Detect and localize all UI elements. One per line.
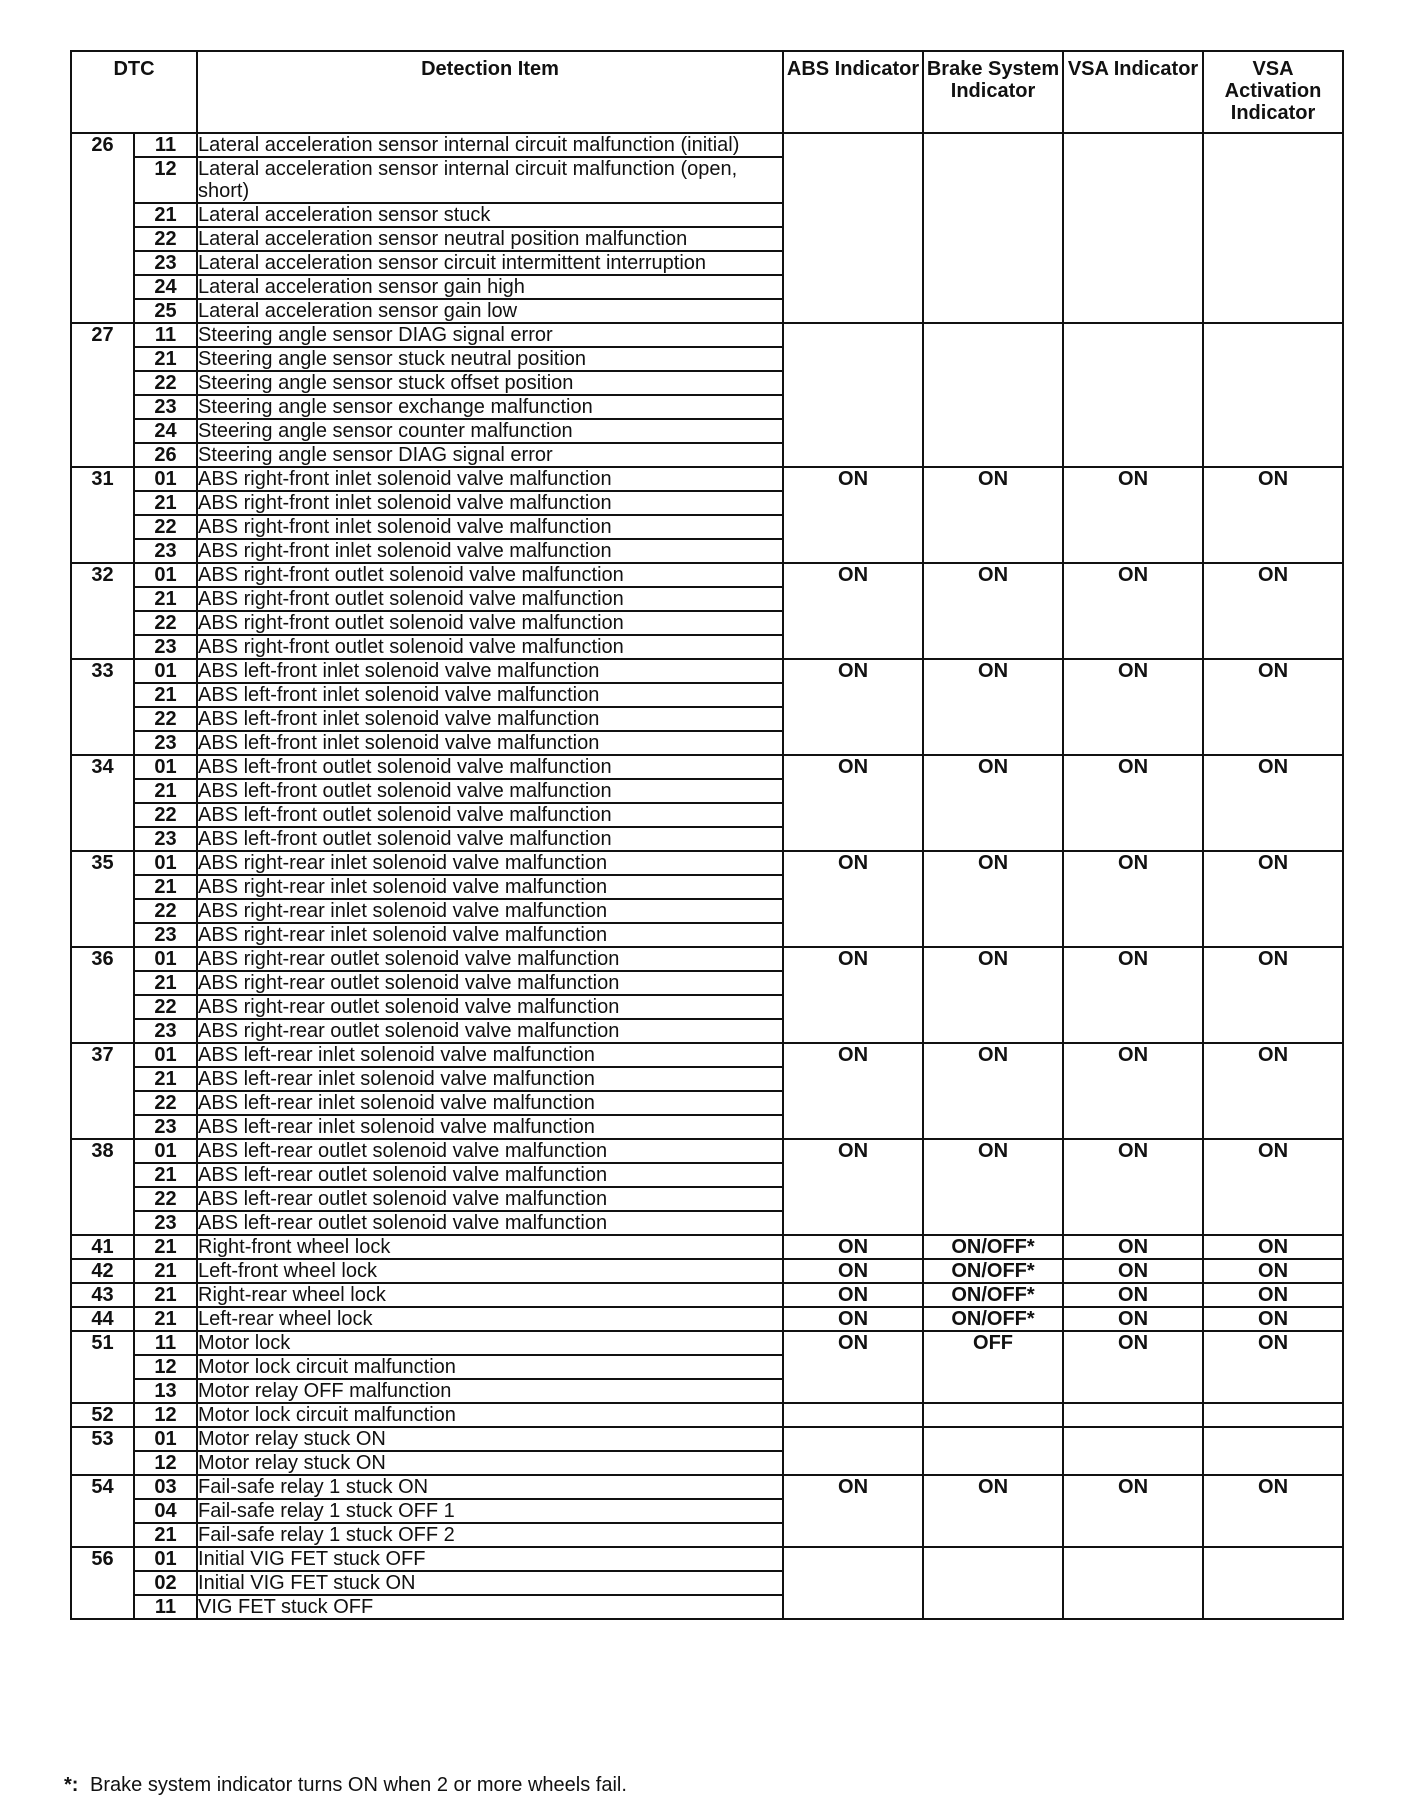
table-row <box>71 1331 1343 1355</box>
vsa-indicator-value: ON <box>1063 1331 1203 1403</box>
dtc-sub-code: 23 <box>134 539 197 563</box>
dtc-main-code: 34 <box>71 755 134 851</box>
dtc-sub-code: 21 <box>134 203 197 227</box>
header-detection-item: Detection Item <box>197 51 783 133</box>
dtc-sub-code: 03 <box>134 1475 197 1499</box>
abs-indicator-value: ON <box>783 1331 923 1403</box>
detection-item: ABS left-rear outlet solenoid valve malfunction <box>197 1139 783 1163</box>
dtc-main-code: 51 <box>71 1331 134 1403</box>
detection-item: Steering angle sensor counter malfunction <box>197 419 783 443</box>
dtc-main-code: 32 <box>71 563 134 659</box>
abs-indicator-value <box>783 1403 923 1427</box>
vsa-activation-indicator-value: ON <box>1203 563 1343 659</box>
detection-item: Steering angle sensor DIAG signal error <box>197 443 783 467</box>
dtc-main-code: 33 <box>71 659 134 755</box>
vsa-indicator-value <box>1063 323 1203 467</box>
vsa-activation-indicator-value: ON <box>1203 1475 1343 1547</box>
vsa-indicator-value <box>1063 1427 1203 1475</box>
detection-item: Motor relay OFF malfunction <box>197 1379 783 1403</box>
detection-item: Lateral acceleration sensor internal circuit malfunction (open, short) <box>197 157 783 203</box>
dtc-sub-code: 22 <box>134 707 197 731</box>
dtc-sub-code: 11 <box>134 133 197 157</box>
table-row <box>71 1427 1343 1451</box>
brake-system-indicator-value: ON <box>923 755 1063 851</box>
dtc-sub-code: 22 <box>134 371 197 395</box>
detection-item: Motor lock circuit malfunction <box>197 1355 783 1379</box>
table-row <box>71 1139 1343 1163</box>
dtc-sub-code: 23 <box>134 1211 197 1235</box>
dtc-sub-code: 01 <box>134 467 197 491</box>
detection-item: Steering angle sensor stuck neutral position <box>197 347 783 371</box>
vsa-activation-indicator-value: ON <box>1203 1259 1343 1283</box>
brake-system-indicator-value: ON <box>923 947 1063 1043</box>
detection-item: Lateral acceleration sensor stuck <box>197 203 783 227</box>
dtc-main-code: 56 <box>71 1547 134 1619</box>
detection-item: ABS left-rear outlet solenoid valve malfunction <box>197 1211 783 1235</box>
vsa-indicator-value <box>1063 133 1203 323</box>
vsa-activation-indicator-value: ON <box>1203 1307 1343 1331</box>
dtc-sub-code: 22 <box>134 227 197 251</box>
detection-item: ABS right-front outlet solenoid valve malfunction <box>197 587 783 611</box>
brake-system-indicator-value: ON <box>923 1139 1063 1235</box>
dtc-sub-code: 01 <box>134 1043 197 1067</box>
dtc-sub-code: 23 <box>134 1019 197 1043</box>
brake-system-indicator-value: ON <box>923 563 1063 659</box>
detection-item: Fail-safe relay 1 stuck OFF 2 <box>197 1523 783 1547</box>
abs-indicator-value <box>783 323 923 467</box>
table-row <box>71 659 1343 683</box>
header-dtc: DTC <box>71 51 197 133</box>
table-row <box>71 851 1343 875</box>
dtc-sub-code: 22 <box>134 611 197 635</box>
footnote <box>64 1774 627 1796</box>
brake-system-indicator-value: ON/OFF* <box>923 1283 1063 1307</box>
brake-system-indicator-value <box>923 133 1063 323</box>
abs-indicator-value: ON <box>783 467 923 563</box>
table-row <box>71 1307 1343 1331</box>
vsa-activation-indicator-value <box>1203 1547 1343 1619</box>
vsa-activation-indicator-value: ON <box>1203 1283 1343 1307</box>
dtc-main-code: 35 <box>71 851 134 947</box>
abs-indicator-value: ON <box>783 947 923 1043</box>
table-row <box>71 1475 1343 1499</box>
detection-item: ABS right-rear outlet solenoid valve malfunction <box>197 971 783 995</box>
abs-indicator-value <box>783 133 923 323</box>
detection-item: ABS right-front outlet solenoid valve malfunction <box>197 635 783 659</box>
abs-indicator-value: ON <box>783 1259 923 1283</box>
brake-system-indicator-value: ON/OFF* <box>923 1307 1063 1331</box>
table-row <box>71 1547 1343 1571</box>
vsa-indicator-value: ON <box>1063 659 1203 755</box>
detection-item: ABS left-rear outlet solenoid valve malfunction <box>197 1163 783 1187</box>
detection-item: ABS left-rear inlet solenoid valve malfunction <box>197 1067 783 1091</box>
dtc-main-code: 54 <box>71 1475 134 1547</box>
dtc-table <box>70 50 1344 1620</box>
abs-indicator-value: ON <box>783 1235 923 1259</box>
abs-indicator-value: ON <box>783 1043 923 1139</box>
dtc-sub-code: 21 <box>134 1259 197 1283</box>
table-row <box>71 1259 1343 1283</box>
abs-indicator-value: ON <box>783 563 923 659</box>
dtc-sub-code: 12 <box>134 1355 197 1379</box>
detection-item: ABS left-front inlet solenoid valve malfunction <box>197 683 783 707</box>
dtc-sub-code: 01 <box>134 851 197 875</box>
abs-indicator-value: ON <box>783 1139 923 1235</box>
vsa-activation-indicator-value: ON <box>1203 1235 1343 1259</box>
vsa-activation-indicator-value <box>1203 323 1343 467</box>
brake-system-indicator-value: ON/OFF* <box>923 1235 1063 1259</box>
header-row <box>71 51 1343 133</box>
dtc-sub-code: 01 <box>134 563 197 587</box>
dtc-sub-code: 22 <box>134 803 197 827</box>
detection-item: ABS right-rear inlet solenoid valve malfunction <box>197 851 783 875</box>
brake-system-indicator-value <box>923 1547 1063 1619</box>
vsa-activation-indicator-value: ON <box>1203 947 1343 1043</box>
table-row <box>71 1235 1343 1259</box>
brake-system-indicator-value <box>923 323 1063 467</box>
detection-item: Steering angle sensor DIAG signal error <box>197 323 783 347</box>
abs-indicator-value <box>783 1427 923 1475</box>
detection-item: ABS right-front inlet solenoid valve malfunction <box>197 491 783 515</box>
dtc-sub-code: 23 <box>134 731 197 755</box>
footnote-mark: *: <box>64 1774 79 1796</box>
brake-system-indicator-value: ON <box>923 467 1063 563</box>
dtc-main-code: 44 <box>71 1307 134 1331</box>
dtc-sub-code: 23 <box>134 395 197 419</box>
detection-item: Lateral acceleration sensor neutral position malfunction <box>197 227 783 251</box>
dtc-sub-code: 01 <box>134 1427 197 1451</box>
dtc-sub-code: 12 <box>134 1403 197 1427</box>
detection-item: VIG FET stuck OFF <box>197 1595 783 1619</box>
dtc-sub-code: 21 <box>134 971 197 995</box>
dtc-sub-code: 12 <box>134 1451 197 1475</box>
vsa-indicator-value: ON <box>1063 1235 1203 1259</box>
dtc-sub-code: 21 <box>134 1235 197 1259</box>
vsa-indicator-value: ON <box>1063 1139 1203 1235</box>
dtc-sub-code: 04 <box>134 1499 197 1523</box>
abs-indicator-value: ON <box>783 1475 923 1547</box>
detection-item: Motor relay stuck ON <box>197 1427 783 1451</box>
dtc-sub-code: 24 <box>134 275 197 299</box>
detection-item: ABS right-rear outlet solenoid valve malfunction <box>197 947 783 971</box>
dtc-sub-code: 01 <box>134 755 197 779</box>
dtc-main-code: 31 <box>71 467 134 563</box>
brake-system-indicator-value: ON/OFF* <box>923 1259 1063 1283</box>
abs-indicator-value: ON <box>783 851 923 947</box>
dtc-sub-code: 11 <box>134 1595 197 1619</box>
abs-indicator-value: ON <box>783 755 923 851</box>
dtc-main-code: 42 <box>71 1259 134 1283</box>
dtc-sub-code: 11 <box>134 1331 197 1355</box>
detection-item: Steering angle sensor exchange malfunction <box>197 395 783 419</box>
dtc-sub-code: 13 <box>134 1379 197 1403</box>
brake-system-indicator-value <box>923 1403 1063 1427</box>
vsa-indicator-value: ON <box>1063 851 1203 947</box>
detection-item: Motor lock <box>197 1331 783 1355</box>
header-vsa-indicator: VSA Indicator <box>1063 51 1203 133</box>
dtc-sub-code: 01 <box>134 947 197 971</box>
detection-item: ABS right-front inlet solenoid valve malfunction <box>197 539 783 563</box>
detection-item: ABS right-rear outlet solenoid valve malfunction <box>197 995 783 1019</box>
dtc-sub-code: 21 <box>134 1067 197 1091</box>
detection-item: Left-front wheel lock <box>197 1259 783 1283</box>
abs-indicator-value <box>783 1547 923 1619</box>
detection-item: ABS left-rear inlet solenoid valve malfunction <box>197 1115 783 1139</box>
dtc-main-code: 52 <box>71 1403 134 1427</box>
vsa-indicator-value: ON <box>1063 467 1203 563</box>
detection-item: Lateral acceleration sensor internal circuit malfunction (initial) <box>197 133 783 157</box>
detection-item: ABS left-front inlet solenoid valve malfunction <box>197 731 783 755</box>
vsa-indicator-value: ON <box>1063 1043 1203 1139</box>
dtc-sub-code: 21 <box>134 779 197 803</box>
dtc-sub-code: 02 <box>134 1571 197 1595</box>
dtc-sub-code: 21 <box>134 1307 197 1331</box>
detection-item: Steering angle sensor stuck offset position <box>197 371 783 395</box>
abs-indicator-value: ON <box>783 659 923 755</box>
detection-item: ABS left-rear inlet solenoid valve malfunction <box>197 1091 783 1115</box>
table-row <box>71 755 1343 779</box>
detection-item: Lateral acceleration sensor gain low <box>197 299 783 323</box>
dtc-sub-code: 01 <box>134 659 197 683</box>
detection-item: ABS left-front outlet solenoid valve malfunction <box>197 755 783 779</box>
dtc-sub-code: 21 <box>134 587 197 611</box>
header-vsa-activation-indicator: VSA Activation Indicator <box>1203 51 1343 133</box>
dtc-main-code: 38 <box>71 1139 134 1235</box>
dtc-sub-code: 22 <box>134 1091 197 1115</box>
detection-item: ABS right-front outlet solenoid valve malfunction <box>197 563 783 587</box>
dtc-main-code: 37 <box>71 1043 134 1139</box>
dtc-sub-code: 21 <box>134 683 197 707</box>
detection-item: ABS left-front outlet solenoid valve malfunction <box>197 827 783 851</box>
detection-item: Right-front wheel lock <box>197 1235 783 1259</box>
dtc-sub-code: 23 <box>134 251 197 275</box>
dtc-table-body <box>71 133 1343 1619</box>
brake-system-indicator-value: ON <box>923 659 1063 755</box>
dtc-sub-code: 26 <box>134 443 197 467</box>
detection-item: ABS left-rear inlet solenoid valve malfunction <box>197 1043 783 1067</box>
detection-item: Motor lock circuit malfunction <box>197 1403 783 1427</box>
table-row <box>71 323 1343 347</box>
dtc-main-code: 26 <box>71 133 134 323</box>
abs-indicator-value: ON <box>783 1307 923 1331</box>
table-row <box>71 563 1343 587</box>
detection-item: ABS right-rear inlet solenoid valve malfunction <box>197 875 783 899</box>
vsa-activation-indicator-value: ON <box>1203 1043 1343 1139</box>
table-row <box>71 467 1343 491</box>
detection-item: ABS right-rear outlet solenoid valve malfunction <box>197 1019 783 1043</box>
detection-item: ABS left-front outlet solenoid valve malfunction <box>197 803 783 827</box>
dtc-main-code: 36 <box>71 947 134 1043</box>
dtc-sub-code: 23 <box>134 1115 197 1139</box>
detection-item: Left-rear wheel lock <box>197 1307 783 1331</box>
dtc-main-code: 53 <box>71 1427 134 1475</box>
dtc-sub-code: 23 <box>134 635 197 659</box>
dtc-sub-code: 22 <box>134 995 197 1019</box>
dtc-sub-code: 21 <box>134 875 197 899</box>
dtc-sub-code: 21 <box>134 347 197 371</box>
table-row <box>71 947 1343 971</box>
dtc-main-code: 43 <box>71 1283 134 1307</box>
vsa-activation-indicator-value <box>1203 1427 1343 1475</box>
dtc-sub-code: 12 <box>134 157 197 203</box>
vsa-activation-indicator-value: ON <box>1203 755 1343 851</box>
dtc-sub-code: 25 <box>134 299 197 323</box>
vsa-indicator-value <box>1063 1403 1203 1427</box>
detection-item: ABS left-rear outlet solenoid valve malfunction <box>197 1187 783 1211</box>
vsa-activation-indicator-value: ON <box>1203 851 1343 947</box>
dtc-sub-code: 23 <box>134 827 197 851</box>
dtc-sub-code: 21 <box>134 1283 197 1307</box>
detection-item: ABS left-front outlet solenoid valve malfunction <box>197 779 783 803</box>
dtc-main-code: 41 <box>71 1235 134 1259</box>
vsa-activation-indicator-value: ON <box>1203 1331 1343 1403</box>
detection-item: Fail-safe relay 1 stuck OFF 1 <box>197 1499 783 1523</box>
brake-system-indicator-value: ON <box>923 851 1063 947</box>
table-row <box>71 1403 1343 1427</box>
detection-item: Fail-safe relay 1 stuck ON <box>197 1475 783 1499</box>
detection-item: Lateral acceleration sensor circuit intermittent interruption <box>197 251 783 275</box>
table-row <box>71 1283 1343 1307</box>
dtc-sub-code: 22 <box>134 1187 197 1211</box>
vsa-indicator-value: ON <box>1063 1307 1203 1331</box>
brake-system-indicator-value: ON <box>923 1043 1063 1139</box>
dtc-document <box>70 50 1342 1620</box>
detection-item: Lateral acceleration sensor gain high <box>197 275 783 299</box>
vsa-indicator-value: ON <box>1063 1259 1203 1283</box>
table-row <box>71 133 1343 157</box>
vsa-activation-indicator-value: ON <box>1203 467 1343 563</box>
brake-system-indicator-value: OFF <box>923 1331 1063 1403</box>
vsa-indicator-value: ON <box>1063 563 1203 659</box>
dtc-sub-code: 21 <box>134 1523 197 1547</box>
vsa-indicator-value: ON <box>1063 1283 1203 1307</box>
detection-item: ABS right-front inlet solenoid valve malfunction <box>197 515 783 539</box>
detection-item: ABS right-front outlet solenoid valve malfunction <box>197 611 783 635</box>
detection-item: ABS left-front inlet solenoid valve malfunction <box>197 707 783 731</box>
header-abs-indicator: ABS Indicator <box>783 51 923 133</box>
detection-item: Initial VIG FET stuck ON <box>197 1571 783 1595</box>
vsa-activation-indicator-value <box>1203 1403 1343 1427</box>
dtc-sub-code: 24 <box>134 419 197 443</box>
detection-item: ABS left-front inlet solenoid valve malfunction <box>197 659 783 683</box>
brake-system-indicator-value <box>923 1427 1063 1475</box>
detection-item: Initial VIG FET stuck OFF <box>197 1547 783 1571</box>
detection-item: ABS right-rear inlet solenoid valve malfunction <box>197 899 783 923</box>
dtc-main-code: 27 <box>71 323 134 467</box>
dtc-sub-code: 22 <box>134 899 197 923</box>
vsa-indicator-value: ON <box>1063 755 1203 851</box>
dtc-sub-code: 21 <box>134 491 197 515</box>
vsa-activation-indicator-value: ON <box>1203 1139 1343 1235</box>
vsa-indicator-value: ON <box>1063 947 1203 1043</box>
detection-item: Motor relay stuck ON <box>197 1451 783 1475</box>
header-brake-system-indicator: Brake System Indicator <box>923 51 1063 133</box>
detection-item: ABS right-rear inlet solenoid valve malfunction <box>197 923 783 947</box>
dtc-sub-code: 21 <box>134 1163 197 1187</box>
brake-system-indicator-value: ON <box>923 1475 1063 1547</box>
dtc-sub-code: 22 <box>134 515 197 539</box>
dtc-sub-code: 11 <box>134 323 197 347</box>
detection-item: ABS right-front inlet solenoid valve malfunction <box>197 467 783 491</box>
vsa-activation-indicator-value <box>1203 133 1343 323</box>
dtc-sub-code: 01 <box>134 1139 197 1163</box>
dtc-sub-code: 01 <box>134 1547 197 1571</box>
abs-indicator-value: ON <box>783 1283 923 1307</box>
table-row <box>71 1043 1343 1067</box>
footnote-text: Brake system indicator turns ON when 2 or more wheels fail. <box>90 1774 627 1796</box>
vsa-indicator-value: ON <box>1063 1475 1203 1547</box>
detection-item: Right-rear wheel lock <box>197 1283 783 1307</box>
vsa-activation-indicator-value: ON <box>1203 659 1343 755</box>
dtc-sub-code: 23 <box>134 923 197 947</box>
vsa-indicator-value <box>1063 1547 1203 1619</box>
